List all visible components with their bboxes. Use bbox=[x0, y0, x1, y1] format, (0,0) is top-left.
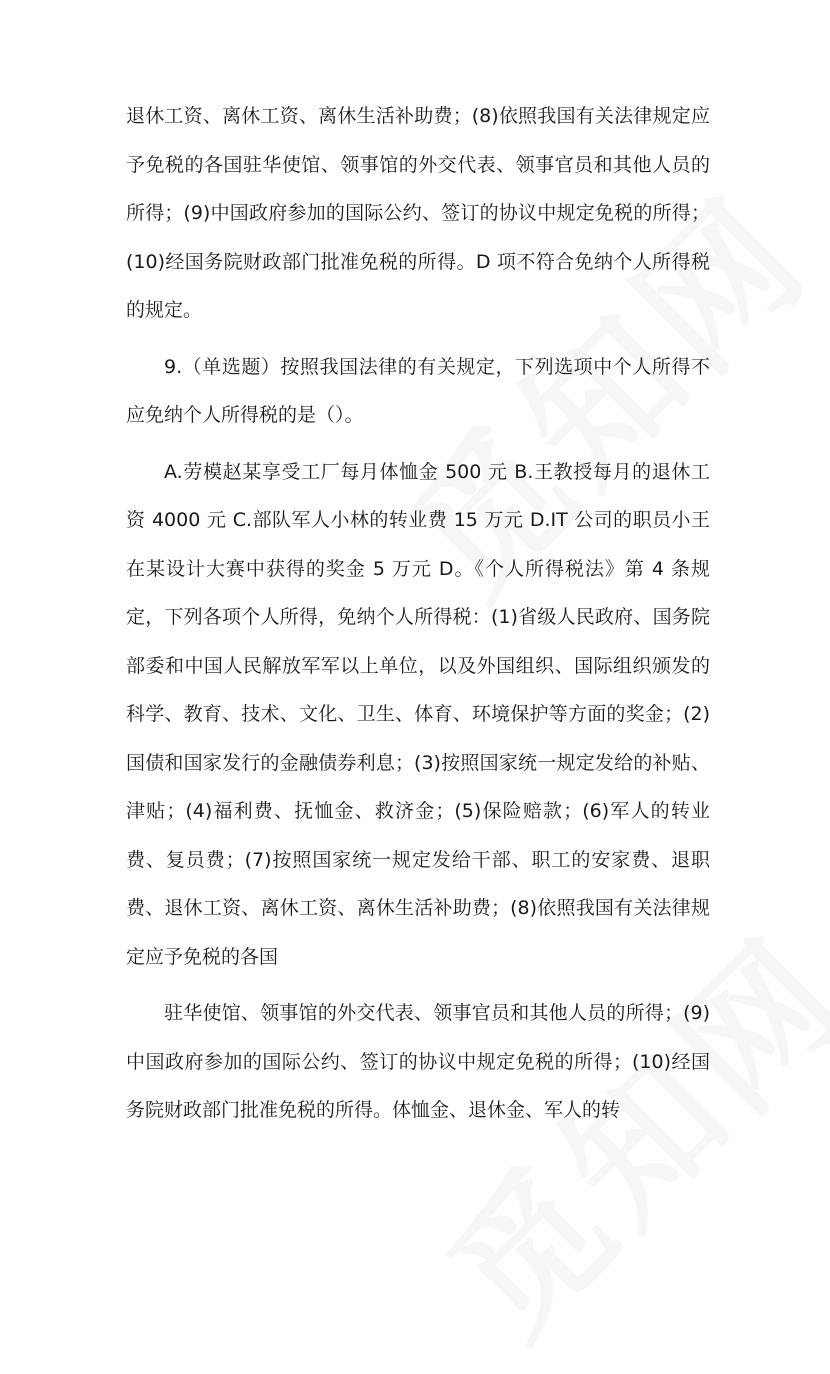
paragraph-continuation: 退休工资、离休工资、离休生活补助费；(8)依照我国有关法律规定应予免税的各国驻华使馆、领事馆的外交代表、领事官员和其他人员的所得；(9)中国政府参加的国际公约、签订的协议中规定免税的所得；(10)经国务院财政部门批准免税的所得。D 项不符合免纳个人所得税的规定。 bbox=[126, 105, 710, 321]
answer-options-paragraph: A.劳模赵某享受工厂每月体恤金 500 元 B.王教授每月的退休工资 4000 元 C.部队军人小林的转业费 15 万元 D.IT 公司的职员小王在某设计大赛中获得的奖金 5 万元 D。《个人所得税法》第 4 条规定，下列各项个人所得，免纳个人所得税：(1)省级人民政府、国务院部委和中国人民解放军军以上单位，以及外国组织、国际组织颁发的科学、教育、技术、文化、卫生、体育、环境保护等方面的奖金；(2)国债和国家发行的金融债券利息；(3)按照国家统一规定发给的补贴、津贴；(4)福利费、抚恤金、救济金；(5)保险赔款；(6)军人的转业费、复员费；(7)按照国家统一规定发给干部、职工的安家费、退职费、退休工资、离休工资、离休生活补助费；(8)依照我国有关法律规定应予免税的各国 bbox=[126, 460, 710, 968]
paragraph-continuation-2: 驻华使馆、领事馆的外交代表、领事官员和其他人员的所得；(9)中国政府参加的国际公约、签订的协议中规定免税的所得；(10)经国务院财政部门批准免税的所得。体恤金、退休金、军人的转 bbox=[126, 1002, 710, 1121]
document-body bbox=[126, 92, 710, 1135]
question-paragraph: 9.（单选题）按照我国法律的有关规定，下列选项中个人所得不应免纳个人所得税的是（）。 bbox=[126, 355, 710, 426]
